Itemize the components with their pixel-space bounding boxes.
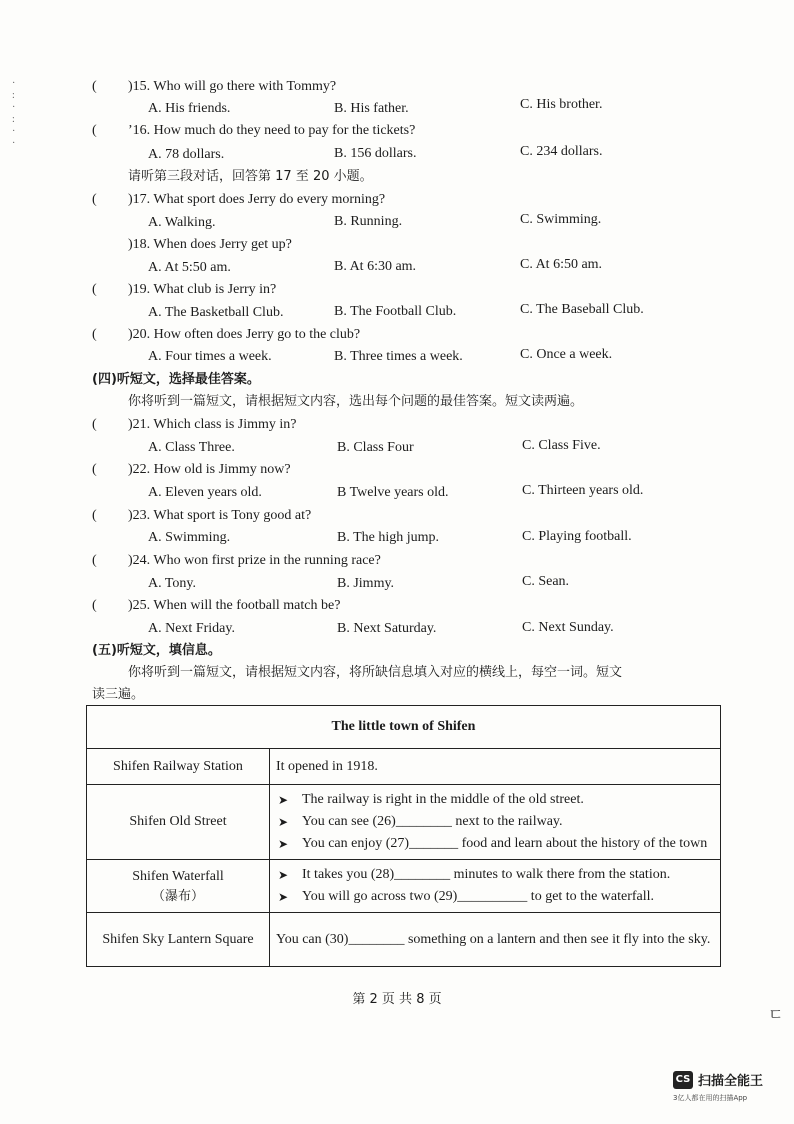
question-21-option-b: B. Class Four xyxy=(337,440,414,455)
question-16-option-a: A. 78 dollars. xyxy=(148,147,225,162)
question-18: )18. When does Jerry get up? xyxy=(128,237,292,252)
question-20-option-a: A. Four times a week. xyxy=(148,349,272,364)
question-21-option-a: A. Class Three. xyxy=(148,440,235,455)
answer-paren-24: ( xyxy=(92,553,97,568)
question-24: )24. Who won first prize in the running race? xyxy=(128,553,381,568)
section-5-instruction-line1: 你将听到一篇短文，请根据短文内容，将所缺信息填入对应的横线上，每空一词。短文 xyxy=(128,665,623,680)
question-23-option-c: C. Playing football. xyxy=(522,529,632,544)
question-25-option-a: A. Next Friday. xyxy=(148,621,235,636)
answer-paren-16: ( xyxy=(92,123,97,138)
question-15-option-a: A. His friends. xyxy=(148,101,231,116)
question-21: )21. Which class is Jimmy in? xyxy=(128,417,297,432)
row-content-sky-lantern-square: You can (30)________ something on a lantern and then see it fly into the sky. xyxy=(270,913,721,967)
question-15: )15. Who will go there with Tommy? xyxy=(128,79,337,94)
question-16: ʼ16. How much do they need to pay for the tickets? xyxy=(128,123,416,138)
question-23: )23. What sport is Tony good at? xyxy=(128,508,312,523)
row-label-waterfall: Shifen Waterfall （瀑布） xyxy=(87,860,270,913)
answer-paren-20: ( xyxy=(92,327,97,342)
table-row xyxy=(87,785,721,860)
arrow-bullet-icon: ➤ xyxy=(278,890,289,904)
answer-paren-17: ( xyxy=(92,192,97,207)
row-content-waterfall xyxy=(270,860,721,913)
page-footer: 第 2 页 共 8 页 xyxy=(352,992,442,1007)
question-19-option-b: B. The Football Club. xyxy=(334,304,457,319)
table-row xyxy=(87,860,721,913)
answer-paren-19: ( xyxy=(92,282,97,297)
question-22-option-c: C. Thirteen years old. xyxy=(522,483,644,498)
question-20: )20. How often does Jerry go to the club? xyxy=(128,327,361,342)
question-22-option-b: B Twelve years old. xyxy=(337,485,449,500)
bullet-item: ➤ You will go across two (29)__________ to get to the waterfall. xyxy=(276,886,714,908)
bullet-item: ➤ You can see (26)________ next to the railway. xyxy=(276,811,714,833)
camscanner-logo-icon: CS xyxy=(673,1071,693,1089)
answer-paren-15: ( xyxy=(92,79,97,94)
question-16-option-b: B. 156 dollars. xyxy=(334,146,417,161)
shifen-info-table xyxy=(86,705,721,967)
section-4-title: (四)听短文，选择最佳答案。 xyxy=(92,372,260,387)
answer-paren-22: ( xyxy=(92,462,97,477)
row-label-sky-lantern-square: Shifen Sky Lantern Square xyxy=(87,913,270,967)
question-18-option-b: B. At 6:30 am. xyxy=(334,259,417,274)
margin-mark: ㄷ xyxy=(768,1007,784,1024)
question-23-option-b: B. The high jump. xyxy=(337,530,440,545)
scanner-app-name: 扫描全能王 xyxy=(698,1074,764,1089)
section-4-instruction: 你将听到一篇短文，请根据短文内容，选出每个问题的最佳答案。短文读两遍。 xyxy=(128,394,584,409)
row-content-railway-station: It opened in 1918. xyxy=(270,749,721,785)
question-22: )22. How old is Jimmy now? xyxy=(128,462,291,477)
question-24-option-c: C. Sean. xyxy=(522,574,570,589)
dialogue-3-instruction: 请听第三段对话，回答第 17 至 20 小题。 xyxy=(128,169,373,184)
table-title-row xyxy=(87,706,721,749)
bullet-item: ➤ It takes you (28)________ minutes to walk there from the station. xyxy=(276,864,714,886)
question-19: )19. What club is Jerry in? xyxy=(128,282,277,297)
arrow-bullet-icon: ➤ xyxy=(278,793,289,807)
row-content-old-street xyxy=(270,785,721,860)
row-label-old-street: Shifen Old Street xyxy=(87,785,270,860)
table-title: The little town of Shifen xyxy=(87,706,721,749)
question-19-option-a: A. The Basketball Club. xyxy=(148,305,284,320)
bullet-item: ➤ The railway is right in the middle of the old street. xyxy=(276,789,714,811)
scanner-watermark xyxy=(673,1070,763,1089)
scanner-tagline: 3亿人都在用的扫描App xyxy=(673,1094,748,1102)
row-label-railway-station: Shifen Railway Station xyxy=(87,749,270,785)
question-20-option-c: C. Once a week. xyxy=(520,347,613,362)
question-18-option-a: A. At 5:50 am. xyxy=(148,260,231,275)
question-25-option-c: C. Next Sunday. xyxy=(522,620,614,635)
answer-paren-21: ( xyxy=(92,417,97,432)
section-5-instruction-line2: 读三遍。 xyxy=(92,687,145,702)
question-15-option-b: B. His father. xyxy=(334,101,409,116)
question-21-option-c: C. Class Five. xyxy=(522,438,601,453)
section-5-title: (五)听短文，填信息。 xyxy=(92,643,221,658)
question-25-option-b: B. Next Saturday. xyxy=(337,621,437,636)
table-row xyxy=(87,749,721,785)
answer-paren-25: ( xyxy=(92,598,97,613)
question-20-option-b: B. Three times a week. xyxy=(334,349,463,364)
question-17-option-b: B. Running. xyxy=(334,214,403,229)
question-17-option-c: C. Swimming. xyxy=(520,212,602,227)
arrow-bullet-icon: ➤ xyxy=(278,815,289,829)
question-24-option-b: B. Jimmy. xyxy=(337,576,395,591)
question-24-option-a: A. Tony. xyxy=(148,576,197,591)
arrow-bullet-icon: ➤ xyxy=(278,868,289,882)
question-17-option-a: A. Walking. xyxy=(148,215,216,230)
margin-dots: · : · : · · xyxy=(12,78,16,149)
question-25: )25. When will the football match be? xyxy=(128,598,341,613)
question-23-option-a: A. Swimming. xyxy=(148,530,231,545)
arrow-bullet-icon: ➤ xyxy=(278,837,289,851)
question-17: )17. What sport does Jerry do every morning? xyxy=(128,192,386,207)
question-18-option-c: C. At 6:50 am. xyxy=(520,257,603,272)
table-row xyxy=(87,913,721,967)
question-15-option-c: C. His brother. xyxy=(520,97,603,112)
question-22-option-a: A. Eleven years old. xyxy=(148,485,262,500)
bullet-item: ➤ You can enjoy (27)_______ food and learn about the history of the town xyxy=(276,833,714,855)
question-16-option-c: C. 234 dollars. xyxy=(520,144,603,159)
answer-paren-23: ( xyxy=(92,508,97,523)
question-19-option-c: C. The Baseball Club. xyxy=(520,302,644,317)
